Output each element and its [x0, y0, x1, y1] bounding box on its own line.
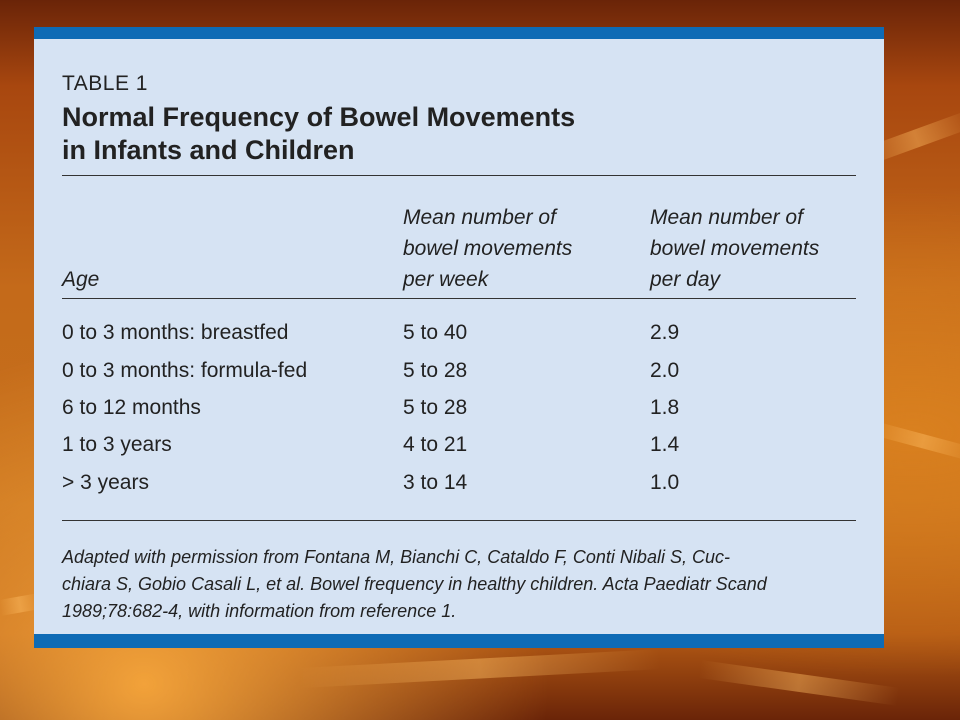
table-title-line: Normal Frequency of Bowel Movements — [62, 102, 576, 132]
cell-per-week: 5 to 28 — [403, 359, 468, 382]
header-line: per week — [403, 268, 489, 291]
cell-age: 0 to 3 months: formula-fed — [62, 359, 308, 382]
cell-per-day: 1.0 — [650, 471, 680, 494]
cell-per-day: 1.4 — [650, 433, 680, 456]
table-title-line: in Infants and Children — [62, 135, 355, 165]
cell-per-day: 2.0 — [650, 359, 680, 382]
table-title — [62, 101, 575, 167]
header-line: bowel movements — [650, 237, 820, 260]
header-line: Mean number of — [403, 206, 556, 229]
column-header-per-week — [403, 202, 572, 295]
cell-per-day: 2.9 — [650, 321, 680, 344]
cell-per-day: 1.8 — [650, 396, 680, 419]
top-rule — [62, 175, 856, 176]
cell-age: 0 to 3 months: breastfed — [62, 321, 289, 344]
header-line: per day — [650, 268, 721, 291]
cell-per-week: 3 to 14 — [403, 471, 468, 494]
bottom-rule — [62, 520, 856, 521]
column-header-per-day — [650, 202, 819, 295]
table-card — [34, 27, 884, 648]
background-streak — [299, 649, 660, 688]
footnote-line: Adapted with permission from Fontana M, Bianchi C, Cataldo F, Conti Nibali S, Cuc- — [62, 547, 730, 567]
cell-age: > 3 years — [62, 471, 149, 494]
background-streak — [699, 660, 900, 706]
footnote-line: chiara S, Gobio Casali L, et al. Bowel frequency in healthy children. Acta Paediatr Scand — [62, 574, 767, 594]
cell-per-week: 5 to 40 — [403, 321, 468, 344]
cell-per-week: 5 to 28 — [403, 396, 468, 419]
cell-age: 1 to 3 years — [62, 433, 172, 456]
header-line: bowel movements — [403, 237, 573, 260]
header-line: Mean number of — [650, 206, 803, 229]
table-number: TABLE 1 — [62, 72, 148, 95]
cell-age: 6 to 12 months — [62, 396, 201, 419]
footnote-line: 1989;78:682-4, with information from reference 1. — [62, 601, 457, 621]
header-rule — [62, 298, 856, 299]
column-header-age: Age — [62, 268, 100, 291]
table-footnote — [62, 544, 856, 625]
cell-per-week: 4 to 21 — [403, 433, 468, 456]
